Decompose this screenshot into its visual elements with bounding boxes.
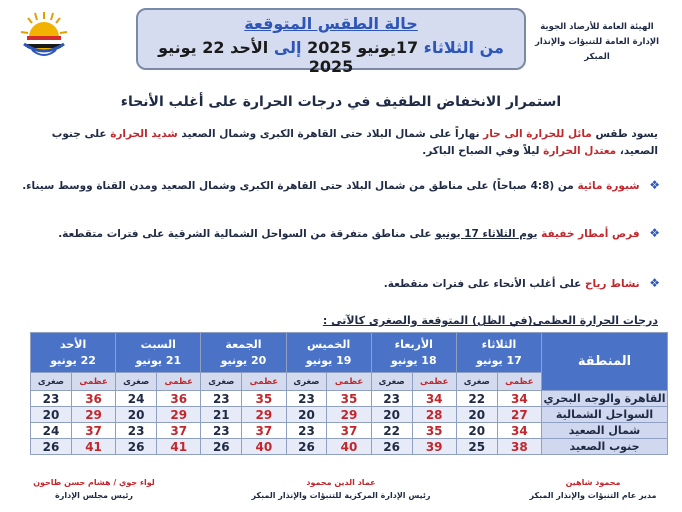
max-temp-cell: 29 <box>327 407 371 423</box>
min-temp-cell: 26 <box>201 439 242 455</box>
from-date: 17يونيو 2025 <box>307 38 419 57</box>
to-label: إلى <box>273 38 302 57</box>
max-temp-cell: 40 <box>242 439 286 455</box>
min-temp-cell: 20 <box>456 407 497 423</box>
max-temp-cell: 37 <box>327 423 371 439</box>
max-temp-cell: 40 <box>327 439 371 455</box>
min-label: صغرى <box>456 373 497 391</box>
max-temp-cell: 34 <box>497 391 541 407</box>
signature-1-name: محمود شاهين <box>565 478 621 487</box>
max-temp-cell: 29 <box>157 407 201 423</box>
headline: استمرار الانخفاض الطفيف في درجات الحرارة على أغلب الأنحاء <box>120 94 562 110</box>
forecast-text-1: يسود طقس <box>595 128 658 140</box>
from-label: من الثلاثاء <box>423 38 504 57</box>
min-label: صغرى <box>286 373 327 391</box>
min-temp-cell: 23 <box>116 423 157 439</box>
day-header: الثلاثاء 17 يونيو <box>456 333 541 373</box>
max-temp-cell: 34 <box>412 391 456 407</box>
min-temp-cell: 20 <box>371 407 412 423</box>
forecast-paragraph <box>18 126 658 160</box>
bullet-rain <box>20 226 660 240</box>
min-temp-cell: 23 <box>371 391 412 407</box>
authority-line-1: الهيئة العامة للأرصاد الجوية <box>540 22 654 32</box>
max-temp-cell: 29 <box>242 407 286 423</box>
region-header: المنطقة <box>542 333 668 391</box>
signature-3 <box>14 476 174 502</box>
min-label: صغرى <box>31 373 72 391</box>
max-temp-cell: 29 <box>71 407 115 423</box>
min-temp-cell: 26 <box>371 439 412 455</box>
max-temp-cell: 39 <box>412 439 456 455</box>
min-temp-cell: 26 <box>116 439 157 455</box>
authority-line-2: الإدارة العامة للتنبؤات والإنذار المبكر <box>534 37 660 62</box>
day-header: السبت 21 يونيو <box>116 333 201 373</box>
day-header: الأحد 22 يونيو <box>31 333 116 373</box>
min-temp-cell: 23 <box>201 423 242 439</box>
bullet-fog-text: من (4:8 صباحاً) على مناطق من شمال البلاد حتى القاهرة الكبرى وشمال الصعيد ومدن القناة ووسط سيناء. <box>22 180 574 192</box>
bullet-wind-title: نشاط رياح <box>584 278 640 290</box>
min-temp-cell: 20 <box>286 407 327 423</box>
max-temp-cell: 41 <box>157 439 201 455</box>
day-header: الأربعاء 18 يونيو <box>371 333 456 373</box>
signature-1-title: مدير عام التنبؤات والإنذار المبكر <box>529 491 657 500</box>
max-temp-cell: 37 <box>242 423 286 439</box>
bullet-wind-text: على فترات متقطعة. <box>383 278 490 290</box>
diamond-bullet-icon: ❖ <box>649 276 660 290</box>
forecast-text-3: نهاراً على شمال البلاد حتى القاهرة الكبرى وشمال الصعيد <box>181 128 480 140</box>
min-temp-cell: 23 <box>201 391 242 407</box>
bullet-wind <box>20 276 660 290</box>
region-cell: جنوب الصعيد <box>542 439 668 455</box>
signature-3-title: رئيس مجلس الإدارة <box>55 491 133 500</box>
signature-3-name: لواء جوي / هشام حسن طاحون <box>33 478 155 487</box>
min-temp-cell: 24 <box>31 423 72 439</box>
table-row <box>31 423 668 439</box>
max-label: عظمى <box>327 373 371 391</box>
max-label: عظمى <box>412 373 456 391</box>
min-temp-cell: 26 <box>31 439 72 455</box>
min-temp-cell: 20 <box>116 407 157 423</box>
bullet-fog-title: شبورة مائية <box>577 180 640 192</box>
max-label: عظمى <box>71 373 115 391</box>
min-temp-cell: 25 <box>456 439 497 455</box>
table-row <box>31 407 668 423</box>
min-temp-cell: 23 <box>31 391 72 407</box>
forecast-text-6: معتدل الحرارة <box>543 145 617 157</box>
signature-2-title: رئيس الإدارة المركزية للتنبؤات والإنذار المبكر <box>251 491 431 500</box>
page-title: حالة الطقس المتوقعة <box>244 14 418 33</box>
day-header: الخميس 19 يونيو <box>286 333 371 373</box>
signature-2 <box>236 476 446 502</box>
max-temp-cell: 28 <box>412 407 456 423</box>
max-temp-cell: 34 <box>497 423 541 439</box>
bullet-fog <box>20 178 660 192</box>
max-label: عظمى <box>497 373 541 391</box>
max-temp-cell: 35 <box>327 391 371 407</box>
max-temp-cell: 37 <box>157 423 201 439</box>
day-header: الجمعة 20 يونيو <box>201 333 286 373</box>
table-caption: درجات الحرارة العظمى(في الظل) المتوقعة والصغرى كالآتى : <box>322 314 658 327</box>
bullet-rain-text: على مناطق متفرقة من السواحل الشمالية الشرقية على فترات متقطعة. <box>58 228 432 240</box>
ema-logo-icon <box>18 10 70 62</box>
max-temp-cell: 41 <box>71 439 115 455</box>
min-label: صغرى <box>116 373 157 391</box>
forecast-text-4: شديد الحرارة <box>110 128 178 140</box>
table-header-row <box>31 333 668 373</box>
region-cell: السواحل الشمالية <box>542 407 668 423</box>
bullet-wind-region: على أغلب الأنحاء <box>493 278 582 290</box>
min-temp-cell: 24 <box>116 391 157 407</box>
max-temp-cell: 35 <box>242 391 286 407</box>
diamond-bullet-icon: ❖ <box>649 178 660 192</box>
max-label: عظمى <box>157 373 201 391</box>
to-date: الأحد 22 يونيو 2025 <box>158 38 354 76</box>
min-temp-cell: 21 <box>201 407 242 423</box>
min-label: صغرى <box>201 373 242 391</box>
max-temp-cell: 35 <box>412 423 456 439</box>
signature-2-name: عماد الدين محمود <box>306 478 376 487</box>
title-box <box>136 8 526 76</box>
region-cell: القاهرة والوجه البحري <box>543 392 666 405</box>
min-temp-cell: 23 <box>286 423 327 439</box>
max-temp-cell: 38 <box>497 439 541 455</box>
forecast-text-7: ليلاً وفي الصباح الباكر. <box>422 145 540 157</box>
max-temp-cell: 36 <box>157 391 201 407</box>
signature-1 <box>518 476 668 502</box>
forecast-text-2: مائل للحرارة الى حار <box>483 128 592 140</box>
authority-block <box>522 20 672 65</box>
bullet-rain-day: يوم الثلاثاء 17 يونيو <box>435 228 538 240</box>
table-body <box>31 391 668 455</box>
min-label: صغرى <box>371 373 412 391</box>
table-row <box>31 439 668 455</box>
max-label: عظمى <box>242 373 286 391</box>
min-temp-cell: 22 <box>371 423 412 439</box>
date-range <box>138 38 524 76</box>
min-temp-cell: 20 <box>31 407 72 423</box>
max-temp-cell: 37 <box>71 423 115 439</box>
min-temp-cell: 22 <box>456 391 497 407</box>
table-row <box>31 391 668 407</box>
forecast-text-5: على جنوب الصعيد، <box>51 128 658 157</box>
bullet-rain-title: فرص أمطار خفيفة <box>541 228 640 240</box>
temperature-table <box>30 332 668 455</box>
max-temp-cell: 27 <box>497 407 541 423</box>
min-temp-cell: 26 <box>286 439 327 455</box>
region-cell: شمال الصعيد <box>542 423 668 439</box>
min-temp-cell: 23 <box>286 391 327 407</box>
diamond-bullet-icon: ❖ <box>649 226 660 240</box>
min-temp-cell: 20 <box>456 423 497 439</box>
max-temp-cell: 36 <box>71 391 115 407</box>
